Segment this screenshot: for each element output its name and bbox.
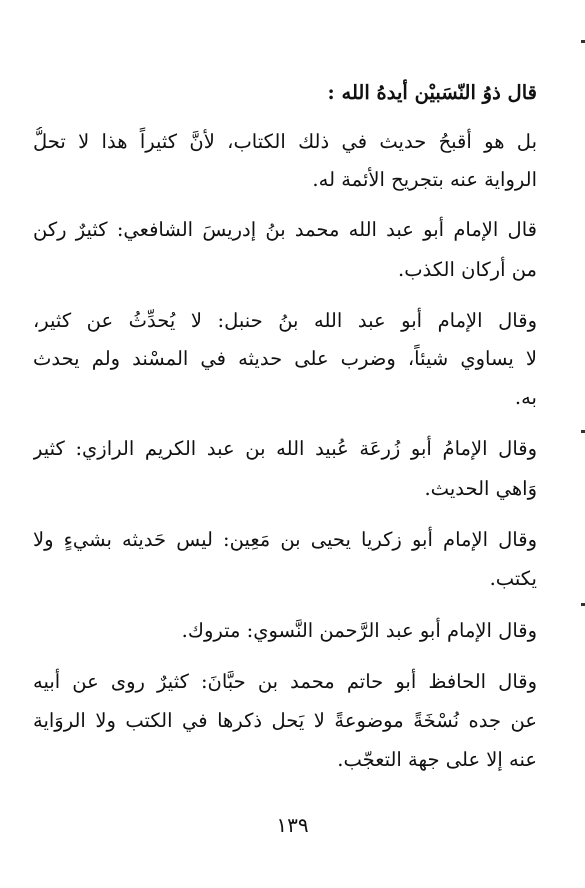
text-line: به.	[514, 386, 537, 409]
page-edge-mark	[581, 430, 585, 433]
text-line: وقال الحافظ أبو حاتم محمد بن حبَّانَ: كثيرٌ روى عن أبيه	[33, 670, 537, 693]
text-line: من أركان الكذب.	[398, 258, 537, 281]
text-line: بل هو أقبحُ حديث في ذلك الكتاب، لأنَّ كثيراً هذا لا تحلُّ	[33, 130, 537, 153]
text-line: قال الإمام أبو عبد الله محمد بنُ إدريسَ الشافعي: كثيرٌ ركن	[33, 218, 537, 241]
section-heading: قال ذوُ النّسَبيْن أيدهُ الله :	[327, 81, 537, 104]
text-line: وَاهي الحديث.	[424, 477, 537, 500]
page-edge-mark	[581, 603, 585, 606]
page-number: ١٣٩	[276, 813, 309, 837]
text-line: يكتب.	[489, 567, 537, 590]
text-line: وقال الإمام أبو زكريا يحيى بن مَعِين: ليس حَديثه بشيءٍ ولا	[33, 528, 537, 551]
text-line: عنه إلا على جهة التعجّب.	[337, 748, 537, 771]
text-line: لا يساوي شيئاً، وضرب على حديثه في المسْند ولم يحدث	[33, 347, 537, 370]
text-line: عن جده نُسْخَةً موضوعةً لا يَحل ذكرها في الكتب ولا الروَاية	[33, 709, 537, 732]
text-line: الرواية عنه بتجريح الأئمة له.	[312, 168, 537, 191]
text-line: وقال الإمامُ أبو زُرعَة عُبيد الله بن عبد الكريم الرازي: كثير	[33, 437, 537, 460]
page-edge-mark	[581, 40, 585, 43]
text-line: وقال الإمام أبو عبد الله بنُ حنبل: لا يُحدِّثُ عن كثير،	[33, 309, 537, 332]
text-line: وقال الإمام أبو عبد الرَّحمن النَّسوي: متروك.	[181, 619, 537, 642]
